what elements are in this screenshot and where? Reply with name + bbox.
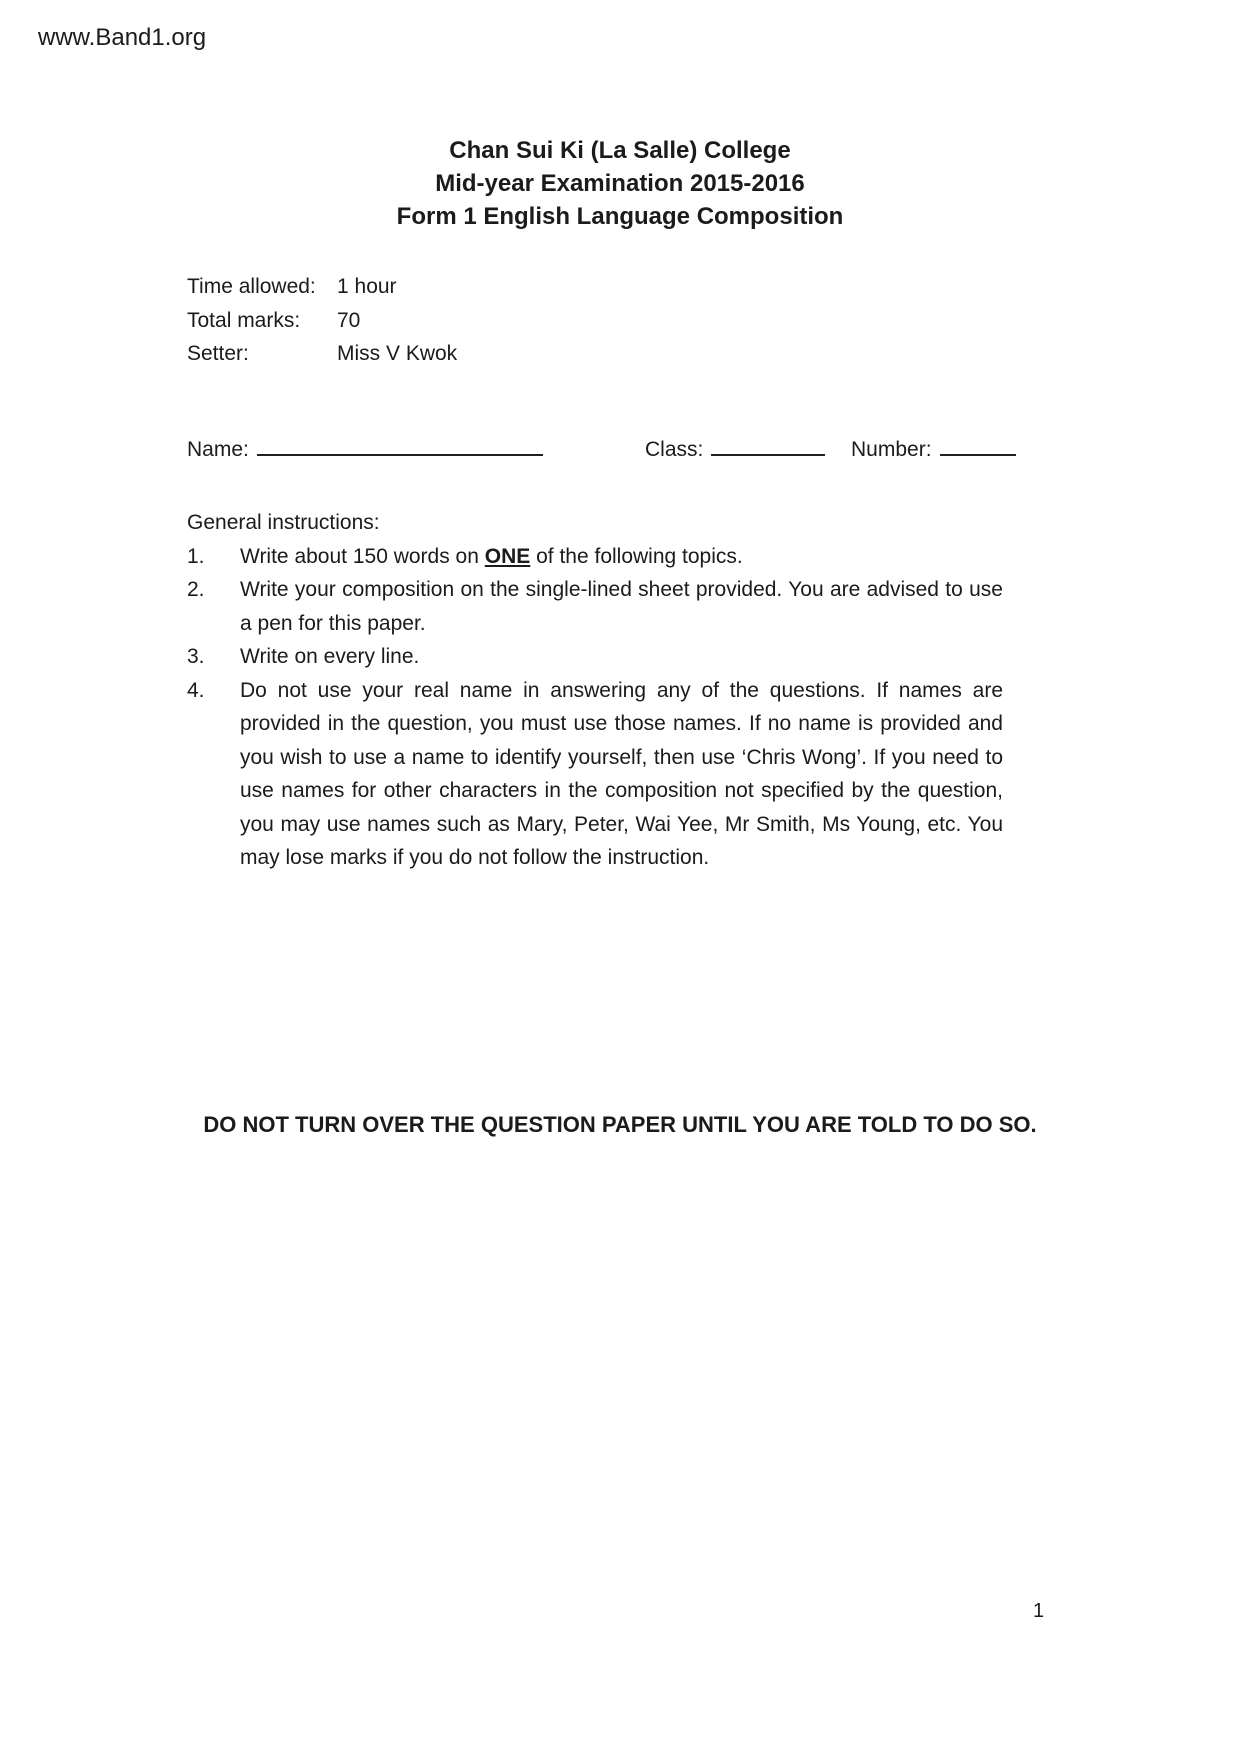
instruction-3-number: 3. <box>187 645 205 668</box>
school-name: Chan Sui Ki (La Salle) College <box>449 137 791 164</box>
time-allowed-label: Time allowed: <box>187 275 316 298</box>
general-instructions-section <box>187 506 1003 875</box>
instruction-item-4 <box>187 674 1003 875</box>
setter-value: Miss V Kwok <box>337 342 458 365</box>
setter-label: Setter: <box>187 342 249 365</box>
instruction-3-text: Write on every line. <box>240 645 420 668</box>
total-marks-value: 70 <box>337 308 361 332</box>
paper-name: Form 1 English Language Composition <box>396 203 844 230</box>
name-field <box>187 434 543 462</box>
instruction-4-text: Do not use your real name in answering any of the questions. If names are provided in the question, you must use those names. If no name is provided and you wish to use a name to identify yourself, then use ‘Chris Wong’. If you need to use names for other characters in the composition not specified by the question, you may use names such as Mary, Peter, Wai Yee, Mr Smith, Ms Young, etc. You may lose marks if you do not follow the instruction. <box>240 678 1003 869</box>
info-row-time-allowed <box>187 270 457 304</box>
instruction-1-number: 1. <box>187 544 205 568</box>
class-field <box>645 434 825 462</box>
instruction-item-2 <box>187 573 1003 640</box>
instructions-heading: General instructions: <box>187 511 380 534</box>
instruction-1-text <box>240 540 1003 574</box>
total-marks-label: Total marks: <box>187 308 301 332</box>
info-row-setter <box>187 337 457 371</box>
instruction-1-text-post: of the following topics. <box>530 544 743 568</box>
instruction-2-text: Write your composition on the single-lined sheet provided. You are advised to use a pen for this paper. <box>240 578 1003 635</box>
class-blank-line <box>711 434 825 456</box>
exam-name: Mid-year Examination 2015-2016 <box>435 170 805 197</box>
instruction-1-emphasis: ONE <box>484 544 531 568</box>
number-label: Number: <box>851 438 932 461</box>
instruction-1-text-pre: Write about 150 words on <box>240 544 485 568</box>
number-blank-line <box>940 434 1016 456</box>
exam-info-block <box>187 270 457 371</box>
class-label: Class: <box>645 438 704 461</box>
name-label: Name: <box>187 438 249 461</box>
exam-title-block <box>0 134 1240 233</box>
page-number: 1 <box>1033 1600 1045 1622</box>
name-blank-line <box>257 434 543 456</box>
instruction-4-number: 4. <box>187 678 205 702</box>
info-row-total-marks <box>187 304 457 338</box>
instruction-item-3 <box>187 640 1003 674</box>
do-not-turn-over-notice: DO NOT TURN OVER THE QUESTION PAPER UNTIL YOU ARE TOLD TO DO SO. <box>203 1112 1037 1137</box>
watermark-url: www.Band1.org <box>38 24 207 51</box>
number-field <box>851 434 1016 462</box>
instruction-item-1 <box>187 540 1003 574</box>
instruction-2-number: 2. <box>187 578 205 601</box>
time-allowed-value: 1 hour <box>337 275 397 298</box>
student-fields-row <box>187 434 1047 466</box>
